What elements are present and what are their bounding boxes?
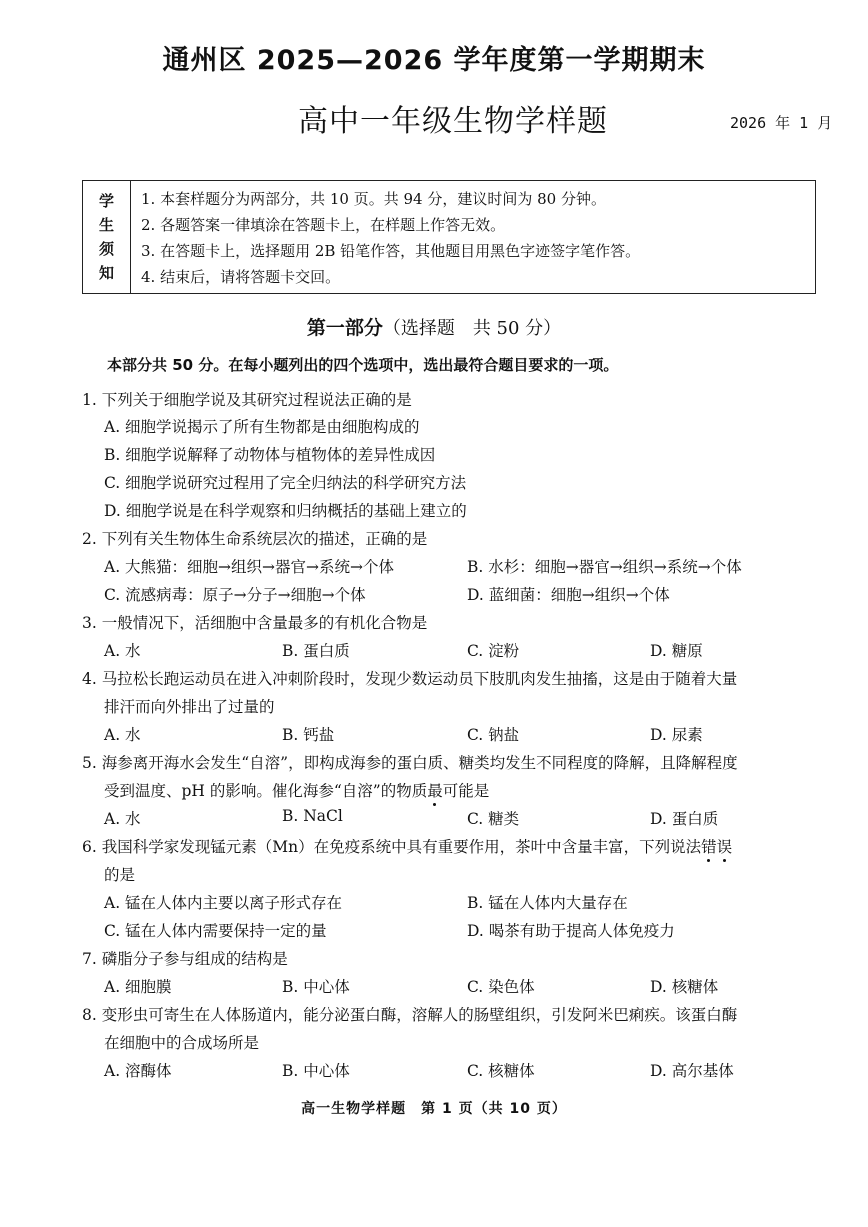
question-5-stem-continued <box>104 779 489 801</box>
question-1-option-a: A. 细胞学说揭示了所有生物都是由细胞构成的 <box>104 418 420 436</box>
notice-label-char: 知 <box>98 264 114 282</box>
question-4-stem-continued: 排汗而向外排出了过量的 <box>104 698 275 716</box>
question-4-option-a: A. 水 <box>104 726 141 744</box>
question-4-option-d: D. 尿素 <box>650 726 703 744</box>
question-5-option-d: D. 蛋白质 <box>650 810 719 828</box>
question-2-option-a: A. 大熊猫：细胞→组织→器官→系统→个体 <box>104 558 394 576</box>
question-3-option-a: A. 水 <box>104 642 141 660</box>
question-4-stem: 4. 马拉松长跑运动员在进入冲刺阶段时，发现少数运动员下肢肌肉发生抽搐，这是由于随着大量 <box>82 670 738 688</box>
section-title <box>0 313 868 340</box>
question-3-option-b: B. 蛋白质 <box>282 642 350 660</box>
question-5-stem: 5. 海参离开海水会发生“自溶”，即构成海参的蛋白质、糖类均发生不同程度的降解，且降解程度 <box>82 754 738 772</box>
question-2-option-d: D. 蓝细菌：细胞→组织→个体 <box>467 586 670 604</box>
exam-date: 2026 年 1 月 <box>730 114 833 132</box>
question-7-option-a: A. 细胞膜 <box>104 978 172 996</box>
notice-label-char: 学 <box>98 192 114 210</box>
question-6-emphasis: 误 <box>716 838 733 856</box>
question-6-stem <box>82 835 732 857</box>
question-6-stem-text: 6. 我国科学家发现锰元素（Mn）在免疫系统中具有重要作用，茶叶中含量丰富，下列说法 <box>82 838 702 856</box>
question-4-option-b: B. 钙盐 <box>282 726 335 744</box>
question-8-option-a: A. 溶酶体 <box>104 1062 172 1080</box>
question-5-option-c: C. 糖类 <box>467 810 520 828</box>
student-notice-box <box>82 180 816 294</box>
question-6-option-c: C. 锰在人体内需要保持一定的量 <box>104 922 327 940</box>
notice-item: 2. 各题答案一律填涂在答题卡上，在样题上作答无效。 <box>141 216 506 234</box>
section-title-note: （选择题 共 50 分） <box>382 318 562 339</box>
question-3-option-c: C. 淀粉 <box>467 642 520 660</box>
question-8-stem-continued: 在细胞中的合成场所是 <box>104 1034 260 1052</box>
question-2-option-c: C. 流感病毒：原子→分子→细胞→个体 <box>104 586 366 604</box>
question-6-option-b: B. 锰在人体内大量存在 <box>467 894 628 912</box>
question-7-option-c: C. 染色体 <box>467 978 535 996</box>
notice-item: 4. 结束后，请将答题卡交回。 <box>141 268 341 286</box>
question-8-option-b: B. 中心体 <box>282 1062 350 1080</box>
question-1-option-b: B. 细胞学说解释了动物体与植物体的差异性成因 <box>104 446 436 464</box>
question-5-stem-text: 可能是 <box>442 782 490 800</box>
question-8-stem: 8. 变形虫可寄生在人体肠道内，能分泌蛋白酶，溶解人的肠壁组织，引发阿米巴痢疾。该蛋白酶 <box>82 1006 738 1024</box>
question-8-option-c: C. 核糖体 <box>467 1062 535 1080</box>
question-6-option-a: A. 锰在人体内主要以离子形式存在 <box>104 894 343 912</box>
exam-title-subject: 高中一年级生物学样题 <box>298 104 608 139</box>
question-2-stem: 2. 下列有关生物体生命系统层次的描述，正确的是 <box>82 530 428 548</box>
question-7-option-b: B. 中心体 <box>282 978 350 996</box>
notice-label-char: 生 <box>98 216 114 234</box>
question-5-option-a: A. 水 <box>104 810 141 828</box>
question-3-option-d: D. 糖原 <box>650 642 703 660</box>
question-5-stem-text: 受到温度、pH 的影响。催化海参“自溶”的物质 <box>104 782 428 800</box>
notice-item: 3. 在答题卡上，选择题用 2B 铅笔作答，其他题目用黑色字迹签字笔作答。 <box>141 242 641 260</box>
question-1-option-c: C. 细胞学说研究过程用了完全归纳法的科学研究方法 <box>104 474 467 492</box>
student-notice-label <box>83 181 131 293</box>
question-2-option-b: B. 水杉：细胞→器官→组织→系统→个体 <box>467 558 742 576</box>
question-1-option-d: D. 细胞学说是在科学观察和归纳概括的基础上建立的 <box>104 502 467 520</box>
question-6-emphasis: 错 <box>701 838 717 856</box>
section-instruction: 本部分共 50 分。在每小题列出的四个选项中，选出最符合题目要求的一项。 <box>107 356 619 374</box>
question-3-stem: 3. 一般情况下，活细胞中含量最多的有机化合物是 <box>82 614 428 632</box>
question-8-option-d: D. 高尔基体 <box>650 1062 734 1080</box>
question-4-option-c: C. 钠盐 <box>467 726 520 744</box>
exam-title-district: 通州区 2025—2026 学年度第一学期期末 <box>162 45 706 76</box>
question-1-stem: 1. 下列关于细胞学说及其研究过程说法正确的是 <box>82 391 412 409</box>
page-footer: 高一生物学样题 第 1 页（共 10 页） <box>301 1101 567 1117</box>
notice-label-char: 须 <box>98 240 114 258</box>
question-7-stem: 7. 磷脂分子参与组成的结构是 <box>82 950 288 968</box>
section-title-main: 第一部分 <box>306 317 383 339</box>
question-7-option-d: D. 核糖体 <box>650 978 719 996</box>
question-5-option-b: B. NaCl <box>282 807 343 825</box>
question-6-option-d: D. 喝茶有助于提高人体免疫力 <box>467 922 675 940</box>
student-notice-list <box>141 186 809 290</box>
question-6-stem-continued: 的是 <box>104 866 136 884</box>
notice-item: 1. 本套样题分为两部分，共 10 页。共 94 分，建议时间为 80 分钟。 <box>141 190 606 208</box>
question-5-emphasis: 最 <box>427 782 443 800</box>
